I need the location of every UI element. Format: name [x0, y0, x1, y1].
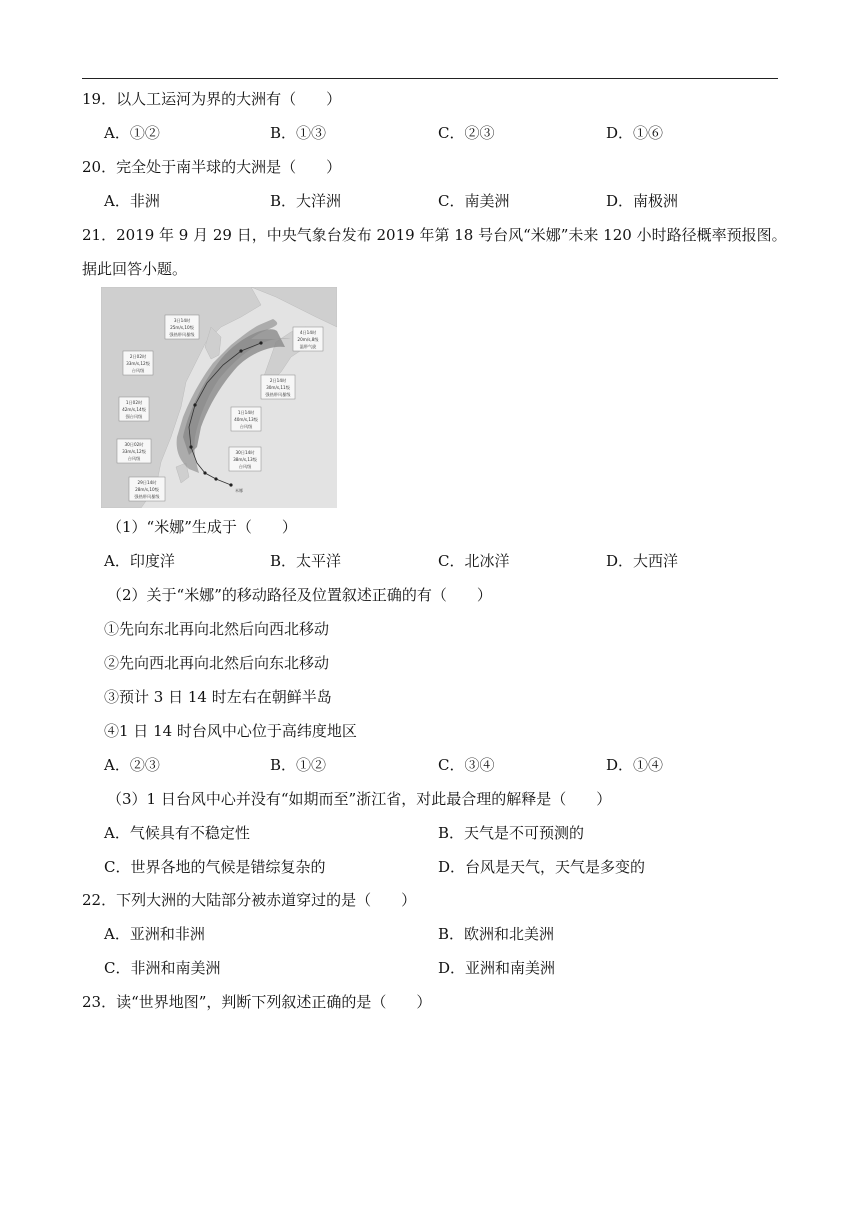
q21-stem-line1: 21．2019 年 9 月 29 日，中央气象台发布 2019 年第 18 号台风“米娜”未来 120 小时路径概率预报图。: [82, 226, 787, 244]
q20-stem: 20．完全处于南半球的大洲是（ ）: [82, 158, 342, 176]
q20-option-c: C．南美洲: [438, 192, 510, 210]
label-1d14h: [231, 407, 261, 431]
label-2d14h: [261, 375, 295, 399]
svg-text:台风级: 台风级: [238, 464, 252, 469]
svg-text:30日14时: 30日14时: [235, 450, 255, 455]
label-1d02h: [119, 397, 149, 421]
svg-text:29日14时: 29日14时: [137, 480, 157, 485]
label-30d02h: [117, 439, 151, 463]
q20-option-a: A．非洲: [104, 192, 160, 210]
svg-text:台风级: 台风级: [239, 424, 253, 429]
svg-text:42m/s,14级: 42m/s,14级: [122, 407, 146, 412]
q23-stem: 23．读“世界地图”，判断下列叙述正确的是（ ）: [82, 993, 432, 1011]
svg-text:3日14时: 3日14时: [173, 318, 191, 323]
svg-text:强台风级: 强台风级: [125, 414, 143, 419]
svg-text:4日14时: 4日14时: [299, 330, 317, 335]
svg-text:台风级: 台风级: [131, 368, 145, 373]
q21-sub1-option-a: A．印度洋: [104, 552, 175, 570]
q19-stem: 19．以人工运河为界的大洲有（ ）: [82, 90, 342, 108]
q21-sub2-statement-3: ③预计 3 日 14 时左右在朝鲜半岛: [104, 688, 332, 706]
svg-text:1日14时: 1日14时: [237, 410, 255, 415]
q21-sub3-option-d: D．台风是天气，天气是多变的: [438, 858, 646, 876]
q20-option-d: D．南极洲: [606, 192, 679, 210]
svg-text:38m/s,13级: 38m/s,13级: [233, 457, 257, 462]
svg-text:台风级: 台风级: [127, 456, 141, 461]
q21-sub1-stem: （1）“米娜”生成于（ ）: [107, 518, 297, 536]
q22-option-a: A．亚洲和非洲: [104, 925, 205, 943]
q19-option-a: A．①②: [104, 124, 160, 142]
svg-text:30m/s,11级: 30m/s,11级: [266, 385, 290, 390]
svg-text:28m/s,10级: 28m/s,10级: [135, 487, 159, 492]
svg-text:2日02时: 2日02时: [129, 354, 147, 359]
header-rule: [82, 78, 778, 79]
svg-text:1日02时: 1日02时: [125, 400, 143, 405]
q19-option-d: D．①⑥: [606, 124, 664, 142]
q21-sub1-option-c: C．北冰洋: [438, 552, 510, 570]
q21-sub2-statement-2: ②先向西北再向北然后向东北移动: [104, 654, 330, 672]
q19-option-c: C．②③: [438, 124, 495, 142]
q21-sub2-statement-4: ④1 日 14 时台风中心位于高纬度地区: [104, 722, 357, 740]
label-29d14h: [129, 477, 165, 501]
svg-text:25m/s,10级: 25m/s,10级: [170, 325, 194, 330]
q22-option-c: C．非洲和南美洲: [104, 959, 221, 977]
q21-sub2-option-d: D．①④: [606, 756, 664, 774]
q22-option-d: D．亚洲和南美洲: [438, 959, 556, 977]
svg-text:强热带风暴级: 强热带风暴级: [265, 392, 291, 397]
q21-sub2-option-a: A．②③: [104, 756, 160, 774]
q20-option-b: B．大洋洲: [270, 192, 342, 210]
typhoon-start-label: 米娜: [235, 488, 243, 493]
label-4d14h: [293, 327, 323, 351]
typhoon-map-svg: [101, 287, 337, 508]
q21-sub3-stem: （3）1 日台风中心并没有“如期而至”浙江省，对此最合理的解释是（ ）: [107, 790, 612, 808]
q21-sub2-option-c: C．③④: [438, 756, 495, 774]
q21-sub1-option-b: B．太平洋: [270, 552, 342, 570]
svg-text:强热带风暴级: 强热带风暴级: [134, 494, 160, 499]
q21-sub2-stem: （2）关于“米娜”的移动路径及位置叙述正确的有（ ）: [107, 586, 492, 604]
svg-text:40m/s,13级: 40m/s,13级: [234, 417, 258, 422]
q22-stem: 22．下列大洲的大陆部分被赤道穿过的是（ ）: [82, 891, 417, 909]
svg-text:30日02时: 30日02时: [124, 442, 144, 447]
svg-text:强热带风暴级: 强热带风暴级: [169, 332, 195, 337]
q21-sub1-option-d: D．大西洋: [606, 552, 679, 570]
svg-text:33m/s,12级: 33m/s,12级: [122, 449, 146, 454]
q21-sub3-option-b: B．天气是不可预测的: [438, 824, 585, 842]
svg-text:33m/s,12级: 33m/s,12级: [126, 361, 150, 366]
svg-text:2日14时: 2日14时: [269, 378, 287, 383]
svg-text:20m/s,8级: 20m/s,8级: [297, 337, 319, 342]
label-3d14h: [165, 315, 199, 339]
q21-sub3-option-c: C．世界各地的气候是错综复杂的: [104, 858, 326, 876]
q21-stem-line2: 据此回答小题。: [82, 260, 188, 278]
q19-option-b: B．①③: [270, 124, 327, 142]
q21-sub2-option-b: B．①②: [270, 756, 327, 774]
label-2d02h: [123, 351, 153, 375]
svg-text:温带气旋: 温带气旋: [299, 344, 317, 349]
q22-option-b: B．欧洲和北美洲: [438, 925, 555, 943]
label-30d14h: [229, 447, 261, 471]
q21-sub3-option-a: A．气候具有不稳定性: [104, 824, 250, 842]
q21-sub2-statement-1: ①先向东北再向北然后向西北移动: [104, 620, 330, 638]
typhoon-track-map: [101, 287, 337, 508]
